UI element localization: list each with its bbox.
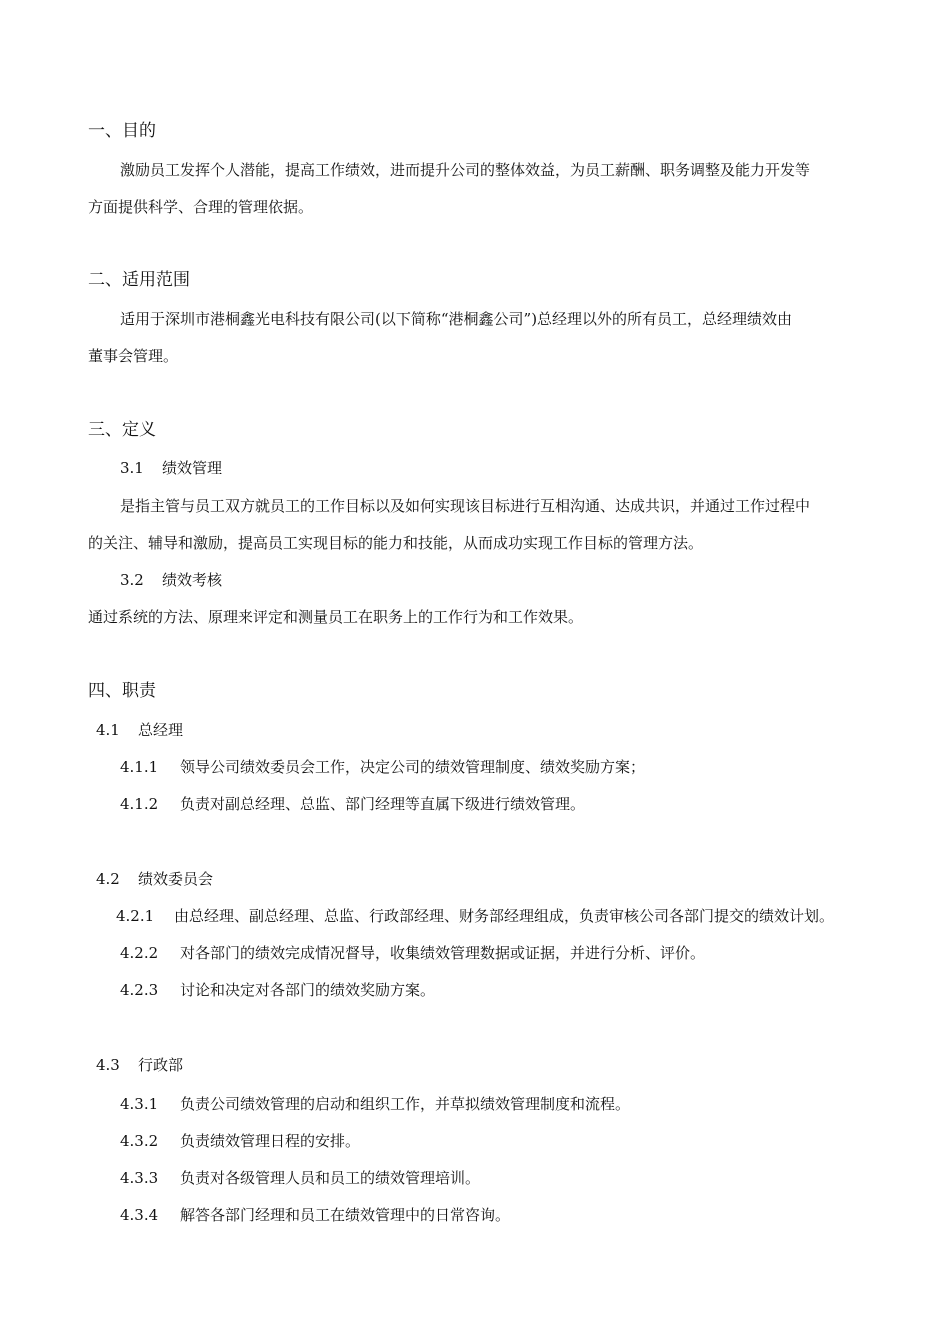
item-number: 4.1.1 bbox=[120, 758, 159, 776]
section-3-heading: 三、定义 bbox=[88, 420, 156, 440]
duty-number: 4.3 bbox=[96, 1056, 120, 1074]
item-text: 负责公司绩效管理的启动和组织工作，并草拟绩效管理制度和流程。 bbox=[180, 1095, 631, 1113]
section-2-heading: 二、适用范围 bbox=[88, 270, 190, 290]
definition-3-2-paragraph: 通过系统的方法、原理来评定和测量员工在职务上的工作行为和工作效果。 bbox=[88, 608, 584, 626]
definition-3-1-paragraph-line-1: 是指主管与员工双方就员工的工作目标以及如何实现该目标进行互相沟通、达成共识，并通过工作过程中 bbox=[120, 497, 811, 515]
definition-3-1-paragraph-line-2: 的关注、辅导和激励，提高员工实现目标的能力和技能，从而成功实现工作目标的管理方法。 bbox=[88, 534, 704, 552]
definition-label: 绩效管理 bbox=[162, 459, 223, 477]
item-text: 领导公司绩效委员会工作，决定公司的绩效管理制度、绩效奖励方案； bbox=[180, 758, 646, 776]
section-1-paragraph-line-1: 激励员工发挥个人潜能，提高工作绩效，进而提升公司的整体效益，为员工薪酬、职务调整及能力开发等 bbox=[120, 161, 811, 179]
section-1-heading: 一、目的 bbox=[88, 121, 156, 141]
section-2-paragraph-line-2: 董事会管理。 bbox=[88, 347, 179, 365]
list-item bbox=[120, 1094, 630, 1114]
item-text: 对各部门的绩效完成情况督导，收集绩效管理数据或证据，并进行分析、评价。 bbox=[180, 944, 706, 962]
duty-number: 4.1 bbox=[96, 721, 120, 739]
section-2-paragraph-line-1: 适用于深圳市港桐鑫光电科技有限公司(以下简称“港桐鑫公司”)总经理以外的所有员工，总经理绩效由 bbox=[120, 310, 793, 328]
list-item bbox=[120, 1131, 360, 1151]
list-item bbox=[120, 943, 705, 963]
item-number: 4.3.4 bbox=[120, 1206, 159, 1224]
item-text: 讨论和决定对各部门的绩效奖励方案。 bbox=[180, 981, 436, 999]
item-text: 由总经理、副总经理、总监、行政部经理、财务部经理组成，负责审核公司各部门提交的绩效计划。 bbox=[174, 907, 835, 925]
list-item bbox=[116, 906, 834, 926]
section-4-heading: 四、职责 bbox=[88, 681, 156, 701]
list-item bbox=[120, 1168, 480, 1188]
duty-4-3-heading bbox=[96, 1055, 183, 1075]
item-number: 4.2.3 bbox=[120, 981, 159, 999]
item-number: 4.3.2 bbox=[120, 1132, 159, 1150]
item-number: 4.3.3 bbox=[120, 1169, 159, 1187]
duty-number: 4.2 bbox=[96, 870, 120, 888]
item-text: 负责对副总经理、总监、部门经理等直属下级进行绩效管理。 bbox=[180, 795, 586, 813]
duty-4-1-heading bbox=[96, 720, 183, 740]
item-number: 4.3.1 bbox=[120, 1095, 159, 1113]
duty-label: 绩效委员会 bbox=[138, 870, 214, 888]
item-text: 负责对各级管理人员和员工的绩效管理培训。 bbox=[180, 1169, 481, 1187]
definition-number: 3.1 bbox=[120, 459, 144, 477]
definition-label: 绩效考核 bbox=[162, 571, 223, 589]
section-1-paragraph-line-2: 方面提供科学、合理的管理依据。 bbox=[88, 198, 314, 216]
list-item bbox=[120, 794, 585, 814]
item-number: 4.1.2 bbox=[120, 795, 159, 813]
item-number: 4.2.1 bbox=[116, 907, 155, 925]
definition-number: 3.2 bbox=[120, 571, 144, 589]
item-text: 解答各部门经理和员工在绩效管理中的日常咨询。 bbox=[180, 1206, 511, 1224]
duty-label: 行政部 bbox=[138, 1056, 184, 1074]
item-text: 负责绩效管理日程的安排。 bbox=[180, 1132, 361, 1150]
list-item bbox=[120, 1205, 510, 1225]
definition-3-2-heading bbox=[120, 570, 222, 590]
list-item bbox=[120, 980, 435, 1000]
definition-3-1-heading bbox=[120, 458, 222, 478]
list-item bbox=[120, 757, 645, 777]
duty-label: 总经理 bbox=[138, 721, 184, 739]
item-number: 4.2.2 bbox=[120, 944, 159, 962]
duty-4-2-heading bbox=[96, 869, 213, 889]
